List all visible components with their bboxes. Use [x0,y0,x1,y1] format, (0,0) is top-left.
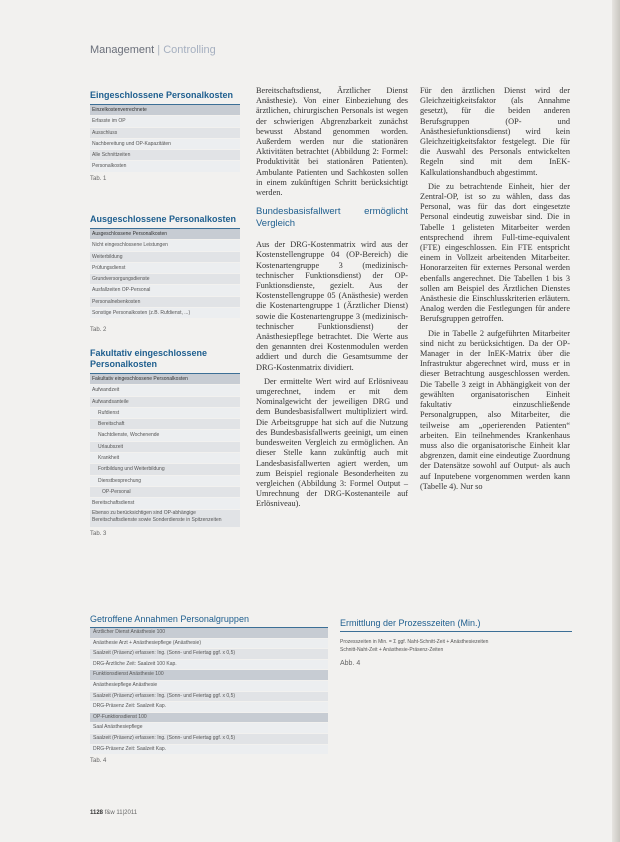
subheading: Bundesbasisfallwert ermöglicht Vergleich [256,206,408,230]
table-row: Funktionsdienst Anästhesie 100 [90,670,328,681]
formula-line: Schnitt-Naht-Zeit + Anästhesie-Präsenz-Zeiten [340,647,444,653]
table-row: OP-Funktionsdienst 100 [90,713,328,724]
table-annahmen [90,614,328,764]
table-row: Saalzeit (Präsenz) erfassen: Ing. (Sonn- und Feiertag ggf. x 0,5) [90,649,328,660]
table-row: Ärztlicher Dienst Anästhesie 100 [90,628,328,639]
paragraph: Der ermittelte Wert wird auf Erlösniveau umgerechnet, indem er mit dem Nominalgewicht der jeweiligen DRG und dem Bundesbasisfallwert multipliziert wird. Die Arbeitsgruppe hat sich auf die Nutzung des Bundesbasisfallwerts geeinigt, um einen bundesweiten Vergleich zu ermöglichen. An dieser Stelle kann zukünftig auch mit Landesbasisfallwerten agiert werden, um zum Beispiel regionale Besonderheiten zu vergleichen (Abbildung 3: Formel Output – Umrechnung der DRG-Kostenanteile auf Erlösniveau). [256,376,408,509]
figure-caption: Abb. 4 [340,660,361,667]
table-caption: Tab. 2 [90,327,107,334]
table-row: Fortbildung und Weiterbildung [90,464,240,475]
section-header [90,44,216,56]
paragraph: Bereitschaftsdienst, Ärztlicher Dienst Anästhesie). Von einer Einbeziehung des ärztlichen, chirurgischen Personals ist wegen der schwierigen Abgrenzbarkeit zunächst bewusst Abstand genommen worden. Außerdem werden nur die stationären Aktivitäten betrachtet (Abbildung 2: Formel: Produktivität bei stationären Patienten). Ambulante Patienten und Sachkosten sollen in einem zukünftigen Schritt berücksichtigt werden. [256,86,408,198]
table-row: DRG-Präsenz Zeit: Saalzeit Kap. [90,702,328,713]
table-fakultativ [90,348,240,537]
table-row: Alle Schnittzeiten [90,150,240,161]
table-title: Getroffene Annahmen Personalgruppen [90,614,249,624]
table-row: Anästhesie Arzt + Anästhesiepflege (Anästhesie) [90,639,328,650]
table-row: DRG-Präsenz Zeit: Saalzeit Kap. [90,745,328,756]
table-row: Rufdienst [90,408,240,419]
table-row: Anästhesiepflege Anästhesie [90,681,328,692]
table-caption: Tab. 1 [90,175,107,182]
journal-name: f&w 11|2011 [104,810,138,816]
table-row: Saalzeit (Präsenz) erfassen: Ing. (Sonn- und Feiertag ggf. x 0,5) [90,692,328,703]
section-separator: | [157,44,161,56]
table-row: Saal Anästhesiepflege [90,723,328,734]
table-caption: Tab. 3 [90,530,107,537]
table-row: Ausgeschlossene Personalkosten [90,229,240,240]
table-row: Ausschluss [90,128,240,139]
table-row: Weiterbildung [90,252,240,263]
formula-line: Prozesszeiten in Min. = Σ ggf. Naht-Schnitt-Zeit + Anästhesiezeiten [340,639,489,645]
table-row: DRG-Ärztliche Zeit: Saalzeit 100 Kap. [90,660,328,671]
paragraph: Für den ärztlichen Dienst wird der Gleichzeitigkeitsfaktor (als Annahme gesetzt), für die beiden anderen Berufsgruppen (OP- und Anästhesiefunktionsdienst) wird kein Gleichzeitigkeitsfaktor festgelegt. Die für die Auswahl des Personals entwickelten Regeln sind mit dem InEK-Kalkulationshandbuch abgestimmt. [420,86,570,177]
table-row: Nachbereitung und OP-Kapazitäten [90,139,240,150]
table-title: Fakultativ eingeschlossene Personalkosten [90,348,208,369]
table-row: Nachtdienste, Wochenende [90,430,240,441]
table-row: Fakultativ eingeschlossene Personalkosten [90,374,240,385]
section-management: Management [90,44,155,56]
figure-prozesszeiten [340,618,572,667]
table-row: Prüfungsdienst [90,263,240,274]
table-row: Aufwandzeit [90,385,240,396]
table-row: Bereitschaft [90,419,240,430]
table-title: Eingeschlossene Personalkosten [90,90,234,100]
paragraph: Aus der DRG-Kostenmatrix wird aus der Kostenstellengruppe 04 (OP-Bereich) die Kostenartengruppe 3 (medizinisch-technischer Funktionsdienst) der OP-Funktionsdienste, gezielt. Aus der Kostenstellengruppe 05 (Anästhesie) werden die Kostenartengruppe 1 (Ärztlicher Dienst) sowie die Kostenartengruppe 3 (medizinisch-technischer Funktionsdienst) der Anästhesiepflege betrachtet. Die Werte aus den genannten drei Kostenmodulen werden addiert und durch die Gesamtsumme der DRG-Kostenmatrix dividiert. [256,240,408,372]
table-row: OP-Personal [90,487,240,498]
table-row: Krankheit [90,453,240,464]
table-ausgeschlossene [90,214,240,333]
article-column-middle [256,86,408,514]
paragraph: Die in Tabelle 2 aufgeführten Mitarbeiter sind nicht zu berücksichtigen. Da der OP-Manager in der InEK-Matrix über die Infrastruktur abgerechnet wird, muss er in dieser Betrachtung ausgeschlossen werden. Die Tabelle 3 zeigt in Abhängigkeit von der gewählten organisatorischen Einheit fakultativ einzuschließende Personalgruppen, also Mitarbeiter, die teilweise am „operierenden Patienten“ arbeiten. Ein teilnehmendes Krankenhaus muss also die organisatorische Einheit klar abgrenzen, damit eine eindeutige Zuordnung der Datensätze sowohl auf Output- als auch auf Inputebene vorgenommen werden kann (Tabelle 4). Nur so [420,328,570,491]
table-row: Personalkosten [90,161,240,172]
page-number: 1128 [90,810,104,816]
table-row: Bereitschaftsdienst [90,498,240,509]
table-eingeschlossene [90,90,240,182]
paragraph: Die zu betrachtende Einheit, hier der Zentral-OP, ist so zu wählen, dass das Personal, was für das dort eingesetzte Personal eindeutig zuweisbar sind. Die in Tabelle 1 gelisteten Mitarbeiter werden entsprechend ihrem Full-time-equivalent (FTE) eingeschlossen. Ein FTE entspricht einem in Vollzeit arbeitenden Mitarbeiter. Honorarzeiten für externes Personal werden ebenfalls angerechnet. Die Tabellen 1 bis 3 sollen am Beispiel des Ärztlichen Dienstes Anästhesie die Einschlusskriterien erläutern. Analog werden die Festlegungen für andere Berufsgruppen getroffen. [420,181,570,324]
table-row: Saalzeit (Präsenz) erfassen: Ing. (Sonn- und Feiertag ggf. x 0,5) [90,734,328,745]
table-row: Einzelkostenverrechnete [90,105,240,116]
table-caption: Tab. 4 [90,758,107,765]
page-footer [90,810,137,816]
table-note: Ebenso zu berücksichtigen sind OP-abhängige Bereitschaftsdienste sowie Sonderdienste in Spitzenzeiten [90,510,240,528]
section-controlling: Controlling [163,44,216,56]
table-row: Grundversorgungsdienste [90,274,240,285]
table-row: Aufwandsanteile [90,397,240,408]
page-edge-shadow [612,0,620,842]
table-row: Personalnebenkosten [90,297,240,308]
table-row: Nicht eingeschlossene Leistungen [90,240,240,251]
table-row: Urlaubszeit [90,442,240,453]
article-column-right [420,86,570,496]
table-row: Erfasste im OP [90,116,240,127]
table-row: Ausfallzeiten OP-Personal [90,285,240,296]
table-row: Sonstige Personalkosten (z.B. Rufdienst, ...) [90,308,240,319]
table-title: Ausgeschlossene Personalkosten [90,214,237,224]
table-row: Dienstbesprechung [90,476,240,487]
figure-title: Ermittlung der Prozesszeiten (Min.) [340,618,481,628]
